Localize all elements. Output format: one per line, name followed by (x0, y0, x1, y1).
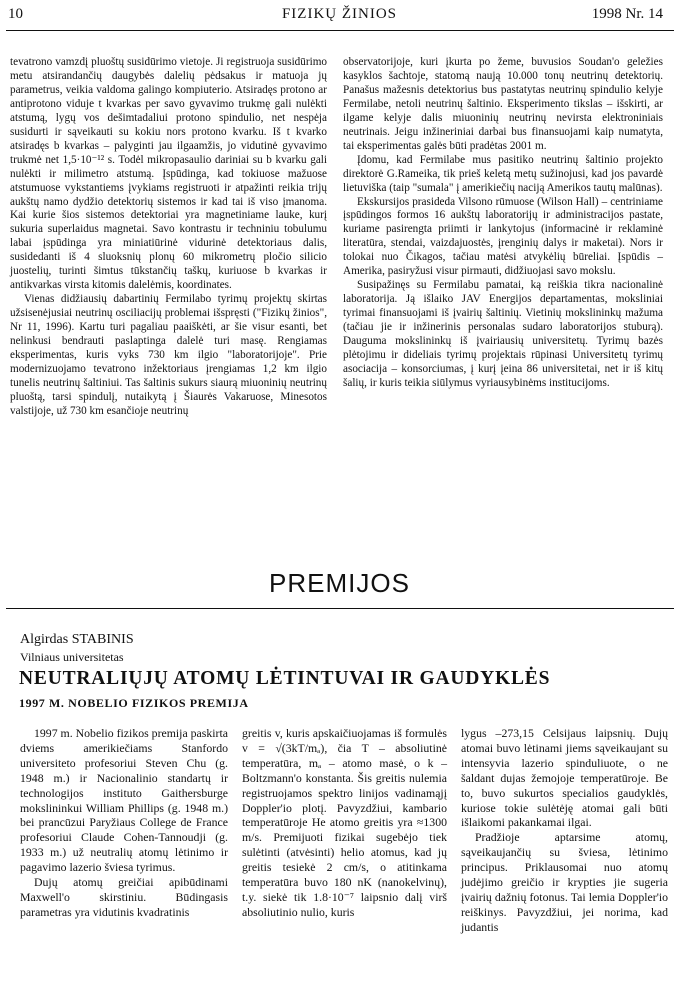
paragraph: Ekskursijos prasideda Vilsono rūmuose (Wilson Hall) – centriniame įspūdingos formos 16 aukštų laboratorijų ir administracijos pastate, kuriame pasirengta priimti ir lankytojus (informacinė ir reklaminė literatūra, stendai, vaizdajuostės, įrenginių dalys ir maketai). Nors ir tolokai nuo Čikagos, tačiau matėsi atvykėlių būreliai. Įspūdis – Amerika, pasiryžusi visur pirmauti, didžiuojasi savo mokslu. (343, 195, 663, 278)
bottom-column-2 (242, 726, 447, 920)
author-affiliation: Vilniaus universitetas (20, 650, 124, 664)
header-rule (6, 30, 674, 31)
paragraph: tevatrono vamzdį pluoštų susidūrimo vietoje. Ji registruoja susidūrimo metu atsirandančių daugybės dalelių pėdsakus ir matuoja jų parametrus, veikia valdoma galingo kompiuterio. Atsiradęs protono ar antiprotono viduje t kvarkas per savo gyvavimo trukmę gali nulėkti atstumą, lygų vos dešimtadaliui protono spindulio, net nespėja susidurti ir sąveikauti su kokiu nors protono kvarku. Iš t kvarko atsiradęs b kvarkas – palyginti jau ilgaamžis, jo vidutinė gyvavimo trukmė net 1,5·10⁻¹² s. Todėl mikropasaulio dariniai su b kvarku gali nulėkti ir milimetro atstumą. Įspūdinga, kad tokiuose mažuose atstumuose vykstantiems įvykiams registruoti ir atpažinti reikia trijų aukštų namo dydžio detektorių sistemos ir kad tai iš viso įmanoma. Kai kurie šios sistemos detektoriai yra magnetiniame lauke, kurį sukuria superlaidus magnetai. Savo kontrastu ir techniniu tobulumu labai įspūdinga yra miniatiūrinė vidurinė detektoriaus dalis, susidedanti iš 4 sluoksnių plonų 60 mikrometrų pločio silicio juostelių, turinti šimtus tūkstančių taškų, kuriuose b kvarkas ir antikvarkas virsta kitomis dalelėmis, koordinates. (10, 56, 327, 292)
bottom-column-3 (461, 726, 668, 935)
top-left-column (10, 56, 327, 419)
top-right-column (343, 56, 663, 391)
paragraph: 1997 m. Nobelio fizikos premija paskirta dviems amerikiečiams Stanfordo universiteto profesoriui Steven Chu (g. 1948 m.) ir Nacionalinio standartų ir technologijos instituto Gaithersburge mokslininkui William Phillips (g. 1948 m.) bei prancūzui Paryžiaus College de France profesoriui Claude Cohen-Tannoudji (g. 1933 m.) už neutralių atomų lėtinimo ir pagavimo lazerio šviesa tyrimus. (20, 726, 228, 875)
paragraph: Pradžioje aptarsime atomų, sąveikaujančių su šviesa, lėtinimo principus. Priklausomai nuo atomų judėjimo greičio ir krypties jie sugeria įvairių dažnių fotonus. Tai lemia Doppler'io reiškinys. Pavyzdžiui, jei norima, kad judantis (461, 830, 668, 934)
paragraph: observatorijoje, kuri įkurta po žeme, buvusios Soudan'o geležies kasyklos šachtoje, statomą naują 10.000 tonų neutrinų detektorių. Panašus mažesnis detektorius bus pastatytas neutrinų spindulio kelyje Fermilabe, netoli neutrinų šaltinio. Eksperimento tikslas – išskirti, ar ilgame kelyje dalis miuoninių neutrinų nevirsta elektroniniais neutrinais. Jeigu inžineriniai darbai bus finansuojami kaip numatyta, tai eksperimentas galės būti pradėtas 2001 m. (343, 56, 663, 152)
bottom-column-1 (20, 726, 228, 920)
paragraph: greitis v, kuris apskaičiuojamas iš formulės v = √(3kT/mₐ), čia T – absoliutinė temperatūra, mₐ – atomo masė, o k – Boltzmann'o konstanta. Šis greitis nulemia registruojamos spektro linijos vadinamąjį Doppler'io plotį. Pavyzdžiui, kambario temperatūroje He atomo greitis yra ≈1300 m/s. Premijuoti fizikai sugebėjo tiek sulėtinti (atvėsinti) helio atomus, kad jų greitis tesiekė 2 cm/s, o atitinkama temperatūra buvo 180 nK (nanokelvinų), t.y. siekė tik 1.8·10⁻⁷ laipsnio dalį virš absoliutinio nulio, kuris (242, 726, 447, 919)
paragraph: Įdomu, kad Fermilabe mus pasitiko neutrinų šaltinio projekto direktorė G.Rameika, tik prieš keletą metų sužinojusi, kad jos pavardė lietuviška (taip "sumala" į amerikiečių naciją Amerikos tautų malūnas). (343, 153, 663, 194)
issue-label: 1998 Nr. 14 (591, 6, 663, 22)
paragraph: Susipažinęs su Fermilabu pamatai, ką reiškia tikra nacionalinė laboratorija. Ją išlaiko JAV Energijos departamentas, moksliniai tyrimai finansuojami iš įvairių šaltinių. Vietinių mokslininkų mažuma (tačiau jie ir inžinerinis personalas sudaro laboratorijos stuburą). Dauguma mokslininkų iš įvairiausių universitetų. Tyrimų bazės plėtojimu ir dideliais tyrimų projektais rūpinasi Universitetų tyrimų asociacija – konsorciumas, į kurį įeina 86 universitetai, net ir iš kitų šalių, ir kuris teikia siūlymus vyriausybinėms institucijoms. (343, 279, 663, 389)
article-title: NEUTRALIŲJŲ ATOMŲ LĖTINTUVAI IR GAUDYKLĖS (19, 668, 551, 689)
paragraph: lygus –273,15 Celsijaus laipsnių. Dujų atomai buvo lėtinami jiems sąveikaujant su intensyvia lazerio spinduliuote, o ne šaldant dujas žemojoje temperatūroje. Be to, buvo sukurtos specialios gaudyklės, kuriose tokie sulėtėję atomai gali būti išlaikomi pakankamai ilgai. (461, 726, 668, 830)
journal-title: FIZIKŲ ŽINIOS (281, 6, 398, 22)
author-name: Algirdas STABINIS (20, 632, 134, 647)
paragraph: Vienas didžiausių dabartinių Fermilabo tyrimų projektų skirtas užsisenėjusiai neutrinų osciliacijų problemai išspręsti ("Fizikų žinios", Nr 11, 1996). Kartu turi pagaliau paaiškėti, ar šie visur esanti, bet nelinkusi bendrauti paslaptinga dalelė turi masę. Rengiamas eksperimentas, kuris vyks 730 km ilgio "laboratorijoje". Prie modernizuojamo tevatrono inžektoriaus įrengiamas 1,2 km ilgio tunelis neutrinų šaltiniui. Tas šaltinis sukurs siaurą miuoninių neutrinų pluoštą, tarsi spindulį, nutaikytą į Šiaurės Vakaruose, Minesotos valstijoje, už 730 km esančioje neutrinų (10, 293, 327, 417)
article-subtitle: 1997 M. NOBELIO FIZIKOS PREMIJA (19, 696, 249, 710)
paragraph: Dujų atomų greičiai apibūdinami Maxwell'o skirstiniu. Būdingasis parametras yra vidutinis kvadratinis (20, 875, 228, 919)
page-number: 10 (8, 6, 23, 22)
section-rule (6, 608, 674, 609)
section-title: PREMIJOS (269, 568, 410, 598)
